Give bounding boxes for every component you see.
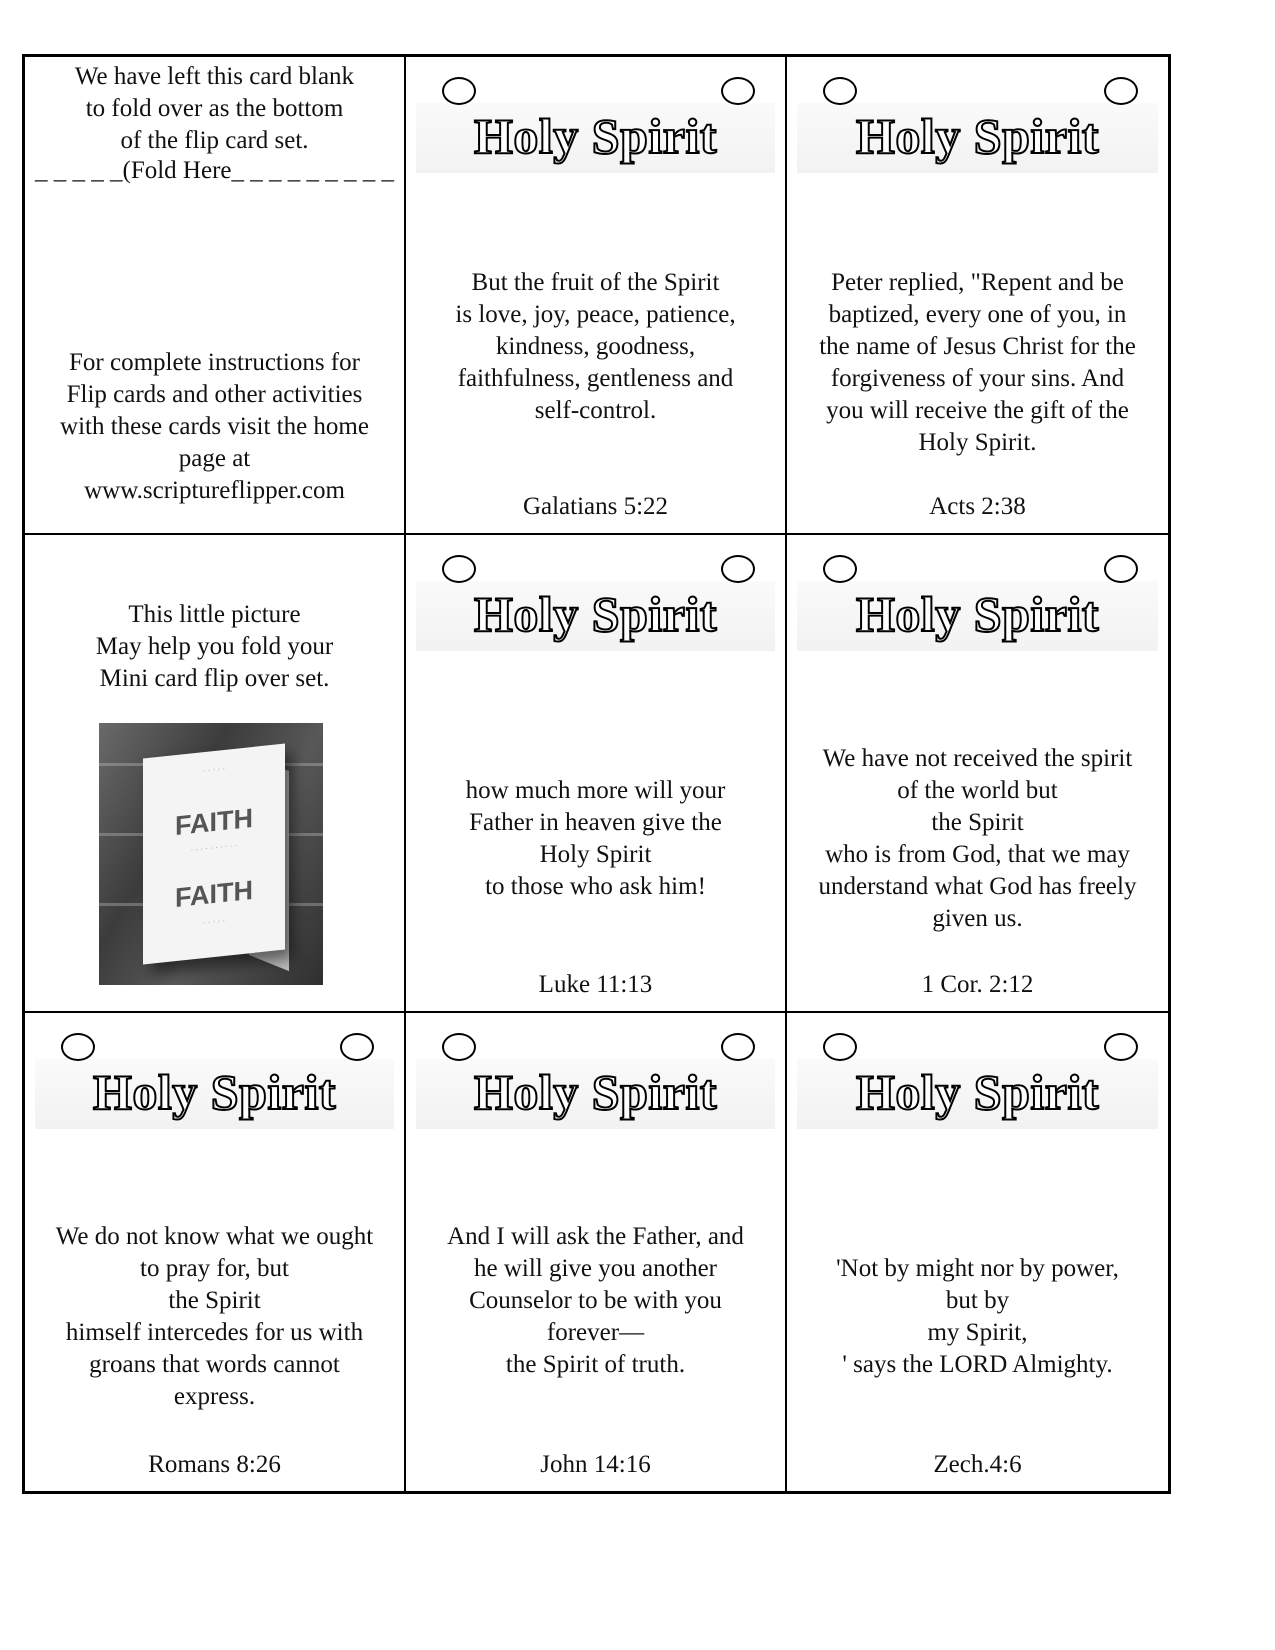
verse-reference: Galatians 5:22 bbox=[522, 493, 669, 520]
verse-reference: John 14:16 bbox=[540, 1451, 651, 1478]
verse-card-zechariah bbox=[787, 1013, 1168, 1491]
punch-hole-right-icon bbox=[1104, 77, 1138, 105]
punch-hole-right-icon bbox=[1104, 555, 1138, 583]
punch-hole-left-icon bbox=[442, 555, 476, 583]
verse-card-romans bbox=[25, 1013, 406, 1491]
folded-card-photo: · · · · · FAITH · · · · · · · · · · FAITH · · · · · bbox=[99, 723, 323, 985]
verse-card-galatians bbox=[406, 57, 787, 535]
fold-instruction-card bbox=[25, 57, 406, 535]
card-title: Holy Spirit bbox=[855, 108, 1100, 164]
photo-word-top: FAITH bbox=[175, 802, 253, 842]
card-title: Holy Spirit bbox=[855, 586, 1100, 642]
punch-hole-left-icon bbox=[442, 77, 476, 105]
verse-reference: Luke 11:13 bbox=[538, 971, 653, 998]
verse-text: 'Not by might nor by power, but by my Spirit, ' says the LORD Almighty. bbox=[836, 1255, 1119, 1378]
fold-note: We have left this card blank to fold over as the bottom of the flip card set. bbox=[74, 63, 355, 154]
card-title: Holy Spirit bbox=[92, 1064, 337, 1120]
verse-reference: Romans 8:26 bbox=[148, 1451, 281, 1478]
card-title: Holy Spirit bbox=[473, 1064, 718, 1120]
punch-hole-right-icon bbox=[1104, 1033, 1138, 1061]
punch-hole-left-icon bbox=[61, 1033, 95, 1061]
punch-hole-right-icon bbox=[721, 77, 755, 105]
card-title: Holy Spirit bbox=[473, 586, 718, 642]
verse-reference: Acts 2:38 bbox=[929, 493, 1026, 520]
verse-card-luke bbox=[406, 535, 787, 1013]
verse-card-acts bbox=[787, 57, 1168, 535]
punch-hole-left-icon bbox=[823, 77, 857, 105]
verse-text: We have not received the spirit of the world but the Spirit who is from God, that we may understand what God has freely given us. bbox=[818, 745, 1137, 932]
verse-text: But the fruit of the Spirit is love, joy, peace, patience, kindness, goodness, faithfulness, gentleness and self-control. bbox=[455, 269, 736, 424]
flip-card-sheet bbox=[22, 54, 1171, 1494]
instructions-text: For complete instructions for Flip cards and other activities with these cards visit the home page at www.scriptureflipper.com bbox=[60, 349, 369, 504]
punch-hole-right-icon bbox=[721, 1033, 755, 1061]
verse-text: how much more will your Father in heaven give the Holy Spirit to those who ask him! bbox=[465, 777, 726, 900]
punch-hole-right-icon bbox=[340, 1033, 374, 1061]
verse-text: We do not know what we ought to pray for, but the Spirit himself intercedes for us with groans that words cannot express. bbox=[55, 1223, 374, 1410]
punch-hole-left-icon bbox=[823, 1033, 857, 1061]
card-title: Holy Spirit bbox=[855, 1064, 1100, 1120]
verse-card-john bbox=[406, 1013, 787, 1491]
verse-text: Peter replied, "Repent and be baptized, every one of you, in the name of Jesus Christ for the forgiveness of your sins. And you will receive the gift of the Holy Spirit. bbox=[819, 269, 1136, 456]
fold-line: _ _ _ _ _(Fold Here_ _ _ _ _ _ _ _ _ bbox=[35, 157, 394, 184]
verse-text: And I will ask the Father, and he will give you another Counselor to be with you forever— the Spirit of truth. bbox=[447, 1223, 744, 1378]
verse-reference: 1 Cor. 2:12 bbox=[921, 971, 1034, 998]
punch-hole-left-icon bbox=[823, 555, 857, 583]
punch-hole-right-icon bbox=[721, 555, 755, 583]
photo-word-bottom: FAITH bbox=[175, 874, 253, 914]
card-title: Holy Spirit bbox=[473, 108, 718, 164]
verse-reference: Zech.4:6 bbox=[933, 1451, 1022, 1478]
picture-caption: This little picture May help you fold your Mini card flip over set. bbox=[95, 601, 334, 692]
fold-picture-card bbox=[25, 535, 406, 1013]
verse-card-corinthians bbox=[787, 535, 1168, 1013]
punch-hole-left-icon bbox=[442, 1033, 476, 1061]
